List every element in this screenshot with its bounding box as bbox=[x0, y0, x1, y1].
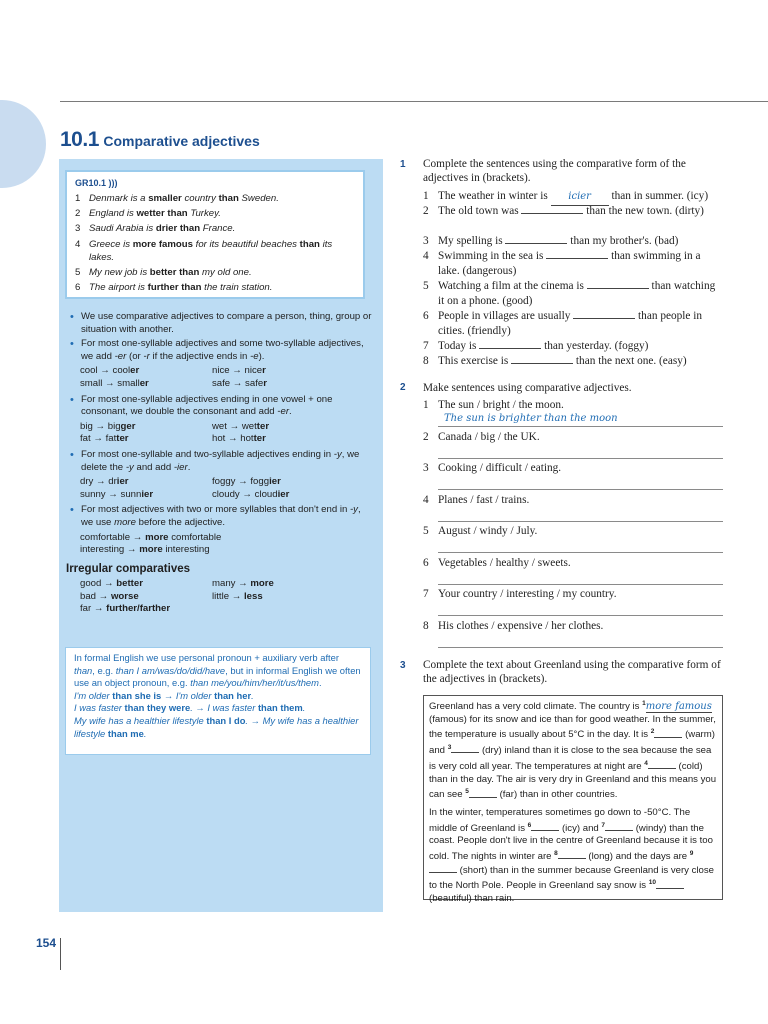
unit-number: 10.1 bbox=[60, 128, 99, 151]
greenland-paragraph-2: In the winter, temperatures sometimes go down to -50°C. The middle of Greenland is $^6$ (icy) and $^7$ (windy) than the coast. People don't live in the centre of Greenland because it is too cold. The nights in winter are $^8$ (long) and the days are $^9$ (short) than in the summer because Greenland is very close to the North Pole. People in Greenland say snow is $^{10}$ (beautiful) than rain. bbox=[429, 807, 715, 905]
exercise-2-item: 3 Cooking / difficult / eating. bbox=[423, 462, 562, 474]
pair: nice → nicer bbox=[212, 365, 266, 377]
page-number: 154 bbox=[36, 936, 57, 950]
pair: far → further/farther bbox=[80, 603, 171, 615]
grammar-example: 6 The airport is further than the train station. bbox=[75, 281, 273, 293]
answer-gap[interactable] bbox=[521, 204, 583, 214]
pair: cloudy → cloudier bbox=[212, 488, 290, 500]
gap-4[interactable] bbox=[648, 760, 676, 769]
formal-informal-note bbox=[65, 647, 371, 755]
pair: fat → fatter bbox=[80, 433, 129, 445]
rule-5: • For most adjectives with two or more syllables that don't end in -y, we use more before the adjective. bbox=[69, 504, 374, 529]
grammar-example: 1 Denmark is a smaller country than Sweden. bbox=[75, 193, 279, 204]
grammar-example: 5 My new job is better than my old one. bbox=[75, 266, 252, 278]
exercise-2-item: 2 Canada / big / the UK. bbox=[423, 430, 540, 443]
pair: interesting → more interesting bbox=[80, 544, 210, 556]
unit-name: Comparative adjectives bbox=[103, 133, 260, 149]
gap-2[interactable] bbox=[654, 729, 682, 738]
rule-2-examples bbox=[69, 365, 374, 390]
irregular-title: Irregular comparatives bbox=[66, 562, 191, 575]
pair: cool → cooler bbox=[80, 365, 140, 377]
rule-3-examples bbox=[69, 421, 374, 446]
pair: comfortable → more comfortable bbox=[80, 531, 222, 543]
pair: little → less bbox=[212, 590, 263, 602]
note-explanation: In formal English we use personal pronoun + auxiliary verb after than, e.g. than I am/was/do/did/have, but in informal English we often use an object pronoun, e.g. than me/you/him/her/it/us/them. bbox=[74, 652, 361, 689]
grammar-rules bbox=[66, 311, 374, 619]
answer-line[interactable] bbox=[438, 583, 723, 585]
rule-2: • For most one-syllable adjectives and some two-syllable adjectives, we add -er (or -r if the adjective ends in -e). bbox=[69, 338, 374, 363]
gap-10[interactable] bbox=[656, 880, 684, 889]
exercise-1-item: 6 People in villages are usually than people in cities. (friendly) bbox=[423, 310, 703, 337]
exercise-1-item: 7 Today is than yesterday. (foggy) bbox=[423, 340, 649, 352]
irregular-examples bbox=[69, 578, 374, 616]
grammar-panel bbox=[59, 159, 383, 912]
exercise-2-number: 2 bbox=[400, 382, 406, 393]
grammar-reference-label: GR10.1 bbox=[75, 178, 107, 188]
gap-5[interactable] bbox=[469, 789, 497, 798]
gap-3[interactable] bbox=[451, 744, 479, 753]
exercise-1-item: 4 Swimming in the sea is than swimming in a lake. (dangerous) bbox=[423, 250, 701, 277]
grammar-examples-box bbox=[65, 170, 365, 299]
greenland-paragraph-1: Greenland has a very cold climate. The country is $^1$more famous (famous) for its snow and ice than for good weather. In the summer, the temperature is usually about 5°C in the day. It is $^2$ (warm) and $^3$ (dry) inland than it is close to the sea because the sea is very cold all year. The temperatures at night are $^4$ (cold) than in the day. The air is very dry in Greenland and this means you can see $^5$ (far) than in other countries. bbox=[429, 700, 717, 801]
note-example: I'm older than she is → I'm older than her. bbox=[74, 689, 254, 701]
exercise-2-instruction: Make sentences using comparative adjectives. bbox=[423, 382, 632, 394]
examples-list bbox=[75, 192, 355, 294]
gap-9[interactable] bbox=[429, 864, 457, 873]
answer-line[interactable] bbox=[438, 551, 723, 553]
rule-5-examples bbox=[69, 532, 374, 557]
exercise-1-item: 5 Watching a film at the cinema is than watching it on a phone. (good) bbox=[423, 280, 716, 307]
pair: safe → safer bbox=[212, 377, 267, 389]
pair: foggy → foggier bbox=[212, 476, 281, 488]
pair: dry → drier bbox=[80, 476, 129, 488]
audio-icon[interactable]: ))) bbox=[108, 178, 118, 188]
page-number-rule bbox=[60, 938, 61, 970]
note-example: My wife has a healthier lifestyle than I do. → My wife has a healthier lifestyle than me. bbox=[74, 714, 359, 739]
pair: wet → wetter bbox=[212, 420, 270, 432]
exercise-1-item: 1 The weather in winter is icier than in summer. (icy) bbox=[423, 189, 723, 206]
exercise-2-item: 6 Vegetables / healthy / sweets. bbox=[423, 556, 571, 569]
answer-line[interactable] bbox=[438, 520, 723, 522]
pair: bad → worse bbox=[80, 590, 139, 602]
exercise-2-item: 8 His clothes / expensive / her clothes. bbox=[423, 619, 604, 632]
gap-8[interactable] bbox=[558, 850, 586, 859]
exercise-2-item: 7 Your country / interesting / my country. bbox=[423, 588, 617, 600]
grammar-example: 2 England is wetter than Turkey. bbox=[75, 208, 221, 220]
pair: small → smaller bbox=[80, 377, 149, 389]
answer-example: The sun is brighter than the moon bbox=[444, 413, 618, 424]
greenland-text bbox=[423, 695, 723, 905]
pair: sunny → sunnier bbox=[80, 488, 154, 500]
grammar-example: 4 Greece is more famous for its beautiful beaches than its lakes. bbox=[75, 238, 333, 263]
answer-gap[interactable] bbox=[479, 339, 541, 349]
rule-1: • We use comparative adjectives to compare a person, thing, group or situation with another. bbox=[69, 311, 374, 336]
exercise-1-item: 3 My spelling is than my brother's. (bad) bbox=[423, 235, 679, 247]
answer-line[interactable] bbox=[438, 488, 723, 490]
exercise-3-number: 3 bbox=[400, 660, 406, 671]
corner-decoration bbox=[0, 100, 46, 188]
pair: hot → hotter bbox=[212, 433, 266, 445]
answer-gap[interactable] bbox=[587, 279, 649, 289]
rule-3: • For most one-syllable adjectives ending in one vowel + one consonant, we double the consonant and add -er. bbox=[69, 394, 374, 419]
answer-gap[interactable] bbox=[546, 249, 608, 259]
answer-gap[interactable] bbox=[505, 234, 567, 244]
pair: big → bigger bbox=[80, 420, 136, 432]
answer-line[interactable] bbox=[438, 425, 723, 427]
grammar-reference[interactable] bbox=[75, 178, 355, 188]
rule-4: • For most one-syllable and two-syllable adjectives ending in -y, we delete the -y and add -ier. bbox=[69, 449, 374, 474]
answer-1-example: more famous bbox=[645, 701, 712, 713]
gap-7[interactable] bbox=[605, 822, 633, 831]
grammar-example: 3 Saudi Arabia is drier than France. bbox=[75, 223, 236, 235]
answer-line[interactable] bbox=[438, 457, 723, 459]
answer-gap[interactable] bbox=[511, 354, 573, 364]
exercise-1-instruction: Complete the sentences using the comparative form of the adjectives in (brackets). bbox=[423, 158, 686, 184]
exercise-2-item: 4 Planes / fast / trains. bbox=[423, 493, 530, 506]
answer-line[interactable] bbox=[438, 614, 723, 616]
exercise-3-instruction: Complete the text about Greenland using the comparative form of the adjectives in (brackets). bbox=[423, 659, 721, 685]
answer-example: icier bbox=[551, 190, 609, 206]
exercise-2-item: 5 August / windy / July. bbox=[423, 525, 538, 537]
rule-4-examples bbox=[69, 476, 374, 501]
exercise-1-item: 8 This exercise is than the next one. (easy) bbox=[423, 355, 687, 367]
pair: good → better bbox=[80, 578, 143, 590]
exercise-2-item: 1 The sun / bright / the moon. bbox=[423, 399, 564, 411]
answer-line[interactable] bbox=[438, 646, 723, 648]
header-rule bbox=[60, 101, 768, 102]
note-example: I was faster than they were. → I was faster than them. bbox=[74, 702, 306, 714]
exercise-1-number: 1 bbox=[400, 159, 406, 170]
gap-6[interactable] bbox=[531, 822, 559, 831]
unit-title bbox=[60, 128, 260, 152]
pair: many → more bbox=[212, 578, 274, 590]
answer-gap[interactable] bbox=[573, 309, 635, 319]
exercise-1-item: 2 The old town was than the new town. (dirty) bbox=[423, 205, 704, 217]
